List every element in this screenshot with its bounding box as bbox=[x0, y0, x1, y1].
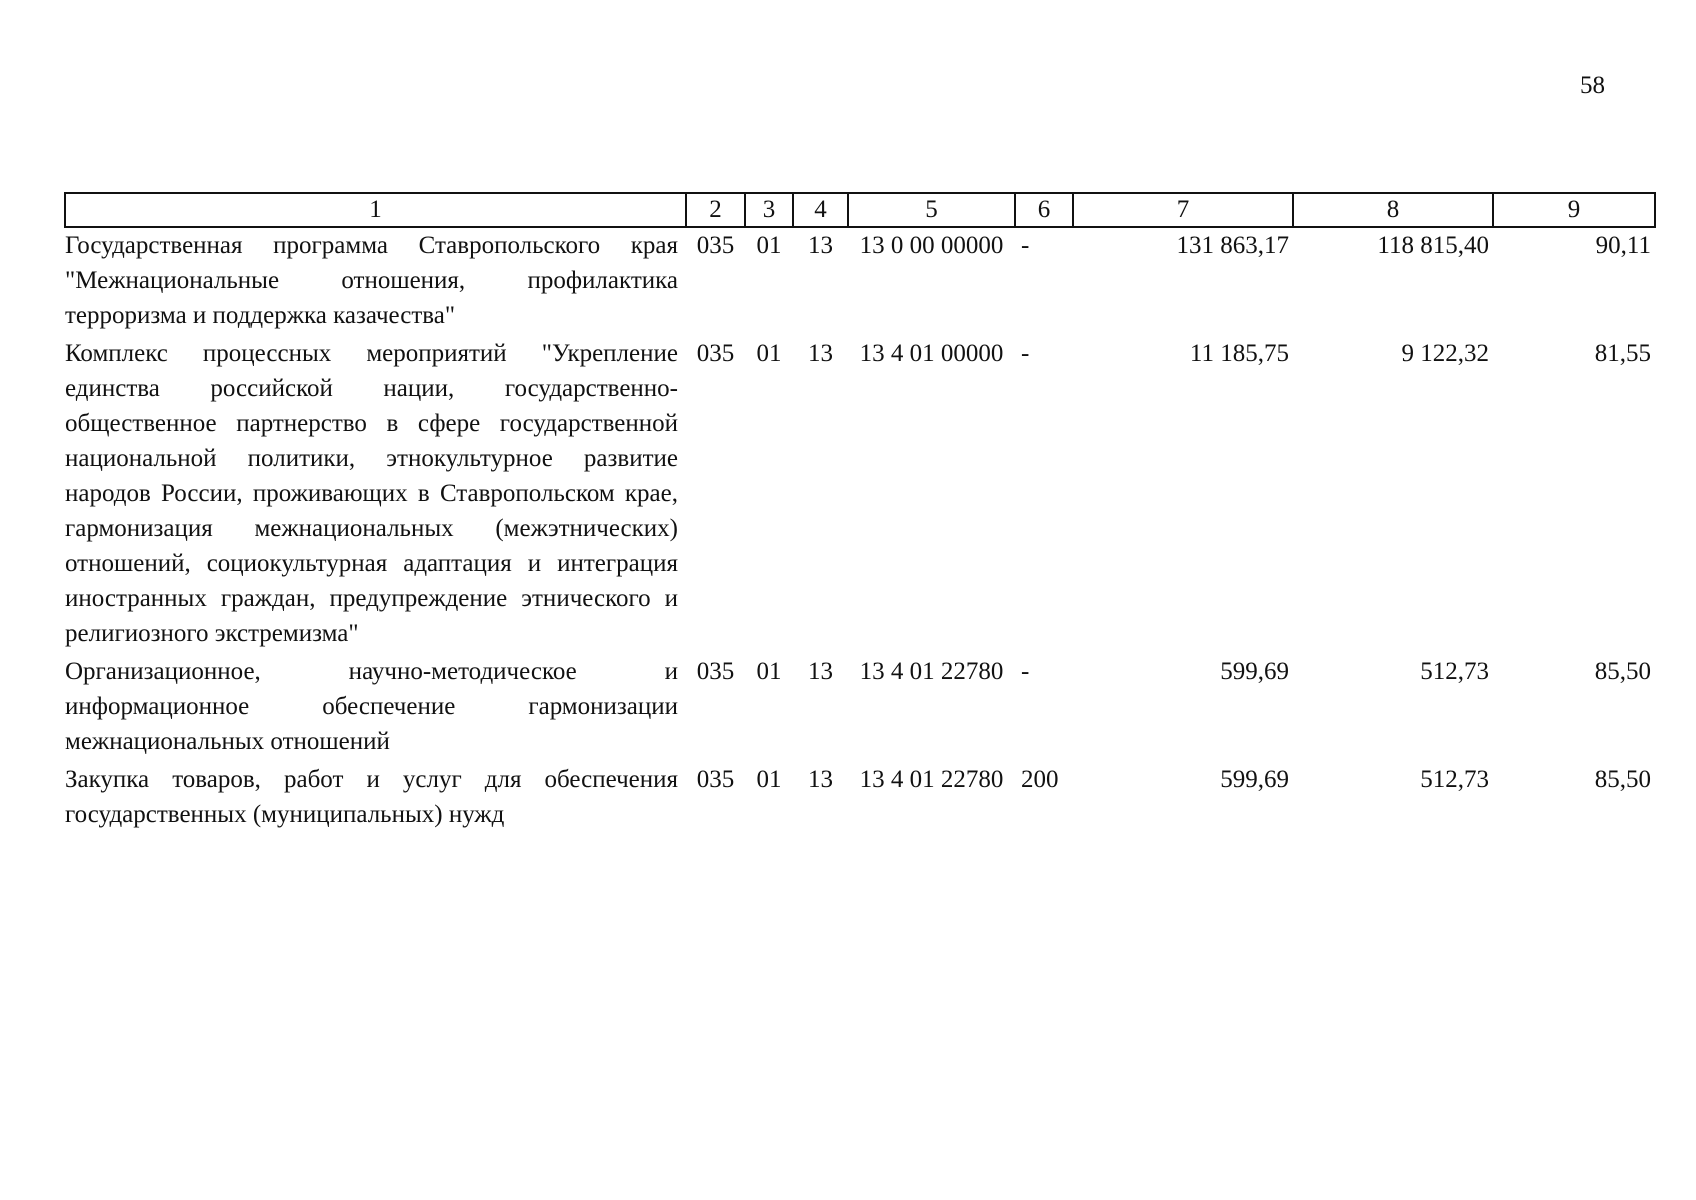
cell-target-code: 13 0 00 00000 bbox=[859, 232, 1004, 259]
cell-col-9: 90,11 bbox=[1595, 232, 1651, 259]
header-col-4: 4 bbox=[793, 193, 848, 227]
cell-col-9: 85,50 bbox=[1594, 766, 1651, 793]
cell-subsection-code: 13 bbox=[808, 232, 833, 259]
table-header bbox=[65, 193, 1655, 227]
row-name: Закупка товаров, работ и услуг для обеспечения государственных (муниципальных) нужд bbox=[65, 766, 678, 828]
cell-expense-type: - bbox=[1021, 340, 1030, 367]
page-number: 58 bbox=[1580, 72, 1605, 99]
cell-subsection-code: 13 bbox=[808, 658, 833, 685]
cell-ministry-code: 035 bbox=[696, 340, 735, 367]
cell-col-8: 512,73 bbox=[1420, 658, 1489, 685]
header-col-6: 6 bbox=[1015, 193, 1073, 227]
cell-col-7: 599,69 bbox=[1220, 766, 1289, 793]
row-name: Государственная программа Ставропольского края "Межнациональные отношения, профилактика терроризма и поддержка казачества" bbox=[65, 232, 678, 329]
cell-col-8: 9 122,32 bbox=[1401, 340, 1489, 367]
cell-col-7: 599,69 bbox=[1220, 658, 1289, 685]
cell-expense-type: - bbox=[1021, 658, 1030, 685]
cell-ministry-code: 035 bbox=[696, 766, 735, 793]
table-body bbox=[65, 227, 1655, 835]
header-col-7: 7 bbox=[1073, 193, 1293, 227]
row-name: Комплекс процессных мероприятий "Укрепление единства российской нации, государственно-общественное партнерство в сфере государственной национальной политики, этнокультурное развитие народов России, проживающих в Ставропольском крае, гармонизация межнациональных (межэтнических) отношений, социокультурная адаптация и интеграция иностранных граждан, предупреждение этнического и религиозного экстремизма" bbox=[65, 340, 678, 647]
cell-subsection-code: 13 bbox=[808, 766, 833, 793]
cell-col-8: 512,73 bbox=[1420, 766, 1489, 793]
cell-section-code: 01 bbox=[756, 766, 782, 793]
header-col-9: 9 bbox=[1493, 193, 1655, 227]
cell-ministry-code: 035 bbox=[696, 658, 735, 685]
cell-expense-type: 200 bbox=[1021, 766, 1059, 793]
header-col-1: 1 bbox=[65, 193, 686, 227]
header-row bbox=[65, 193, 1655, 227]
cell-ministry-code: 035 bbox=[696, 232, 735, 259]
header-col-2: 2 bbox=[686, 193, 745, 227]
cell-expense-type: - bbox=[1021, 232, 1030, 259]
cell-section-code: 01 bbox=[756, 232, 782, 259]
table-row bbox=[65, 654, 1655, 762]
cell-subsection-code: 13 bbox=[808, 340, 833, 367]
header-col-3: 3 bbox=[745, 193, 793, 227]
table-row bbox=[65, 336, 1655, 654]
cell-target-code: 13 4 01 22780 bbox=[859, 658, 1004, 685]
header-col-5: 5 bbox=[848, 193, 1015, 227]
budget-table bbox=[64, 192, 1656, 835]
cell-col-9: 85,50 bbox=[1594, 658, 1651, 685]
cell-target-code: 13 4 01 00000 bbox=[859, 340, 1004, 367]
header-col-8: 8 bbox=[1293, 193, 1493, 227]
cell-col-8: 118 815,40 bbox=[1377, 232, 1489, 259]
cell-col-7: 11 185,75 bbox=[1189, 340, 1289, 367]
cell-section-code: 01 bbox=[756, 658, 782, 685]
row-name: Организационное, научно-методическое и информационное обеспечение гармонизации межнациональных отношений bbox=[65, 658, 678, 755]
cell-col-9: 81,55 bbox=[1594, 340, 1651, 367]
cell-section-code: 01 bbox=[756, 340, 782, 367]
cell-target-code: 13 4 01 22780 bbox=[859, 766, 1004, 793]
table-row bbox=[65, 227, 1655, 336]
table-row bbox=[65, 762, 1655, 835]
cell-col-7: 131 863,17 bbox=[1176, 232, 1289, 259]
